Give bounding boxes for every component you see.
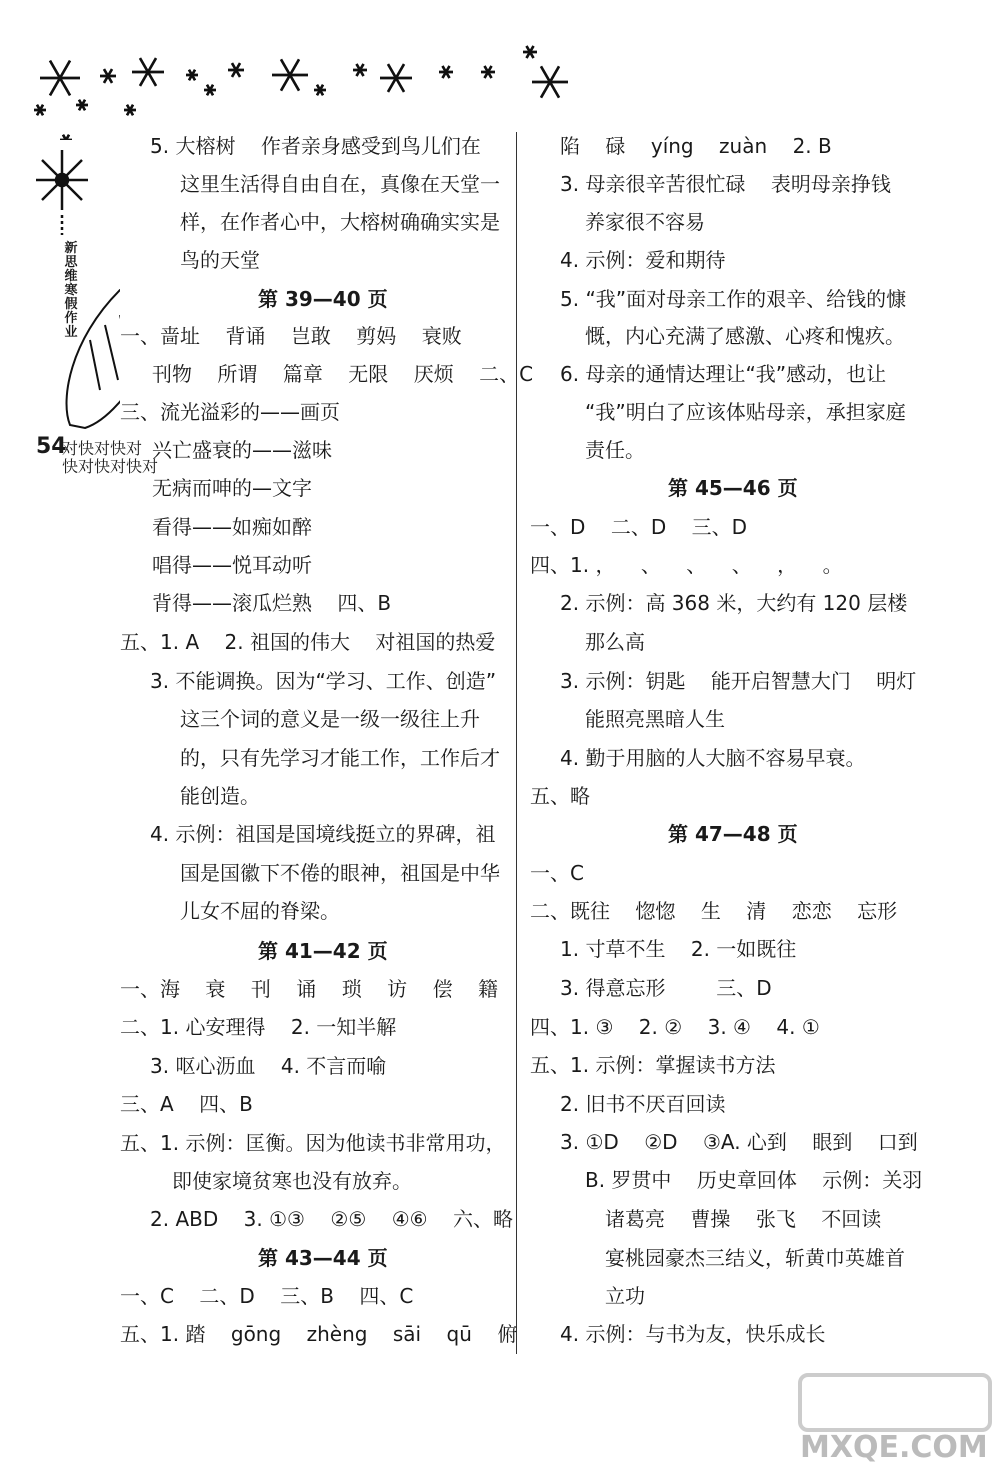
answer-line: 2. ABD 3. ①③ ②⑤ ④⑥ 六、略 (150, 1207, 513, 1231)
answer-line: 四、1. ， 、 、 、 ， 。 (530, 553, 843, 577)
answer-line: 5. “我”面对母亲工作的艰辛、给钱的慷 (560, 287, 907, 311)
answer-line: 2. 旧书不厌百回读 (560, 1092, 726, 1116)
section-heading: 第 47—48 页 (668, 822, 798, 846)
answer-line: 这里生活得自由自在，真像在天堂一 (180, 172, 500, 196)
answer-line: 陷 碌 yíng zuàn 2. B (560, 134, 832, 158)
answer-line: 3. ①D ②D ③A. 心到 眼到 口到 (560, 1130, 918, 1154)
answer-line: 二、既往 惚惚 生 清 恋恋 忘形 (530, 899, 898, 923)
answer-line: 兴亡盛衰的——滋味 (152, 438, 332, 462)
answer-line: 3. 不能调换。因为“学习、工作、创造” (150, 669, 497, 693)
answer-line: 即使家境贫寒也没有放弃。 (172, 1169, 412, 1193)
answer-line: 五、1. 踏 gōng zhèng sāi qū 俯 (120, 1322, 518, 1346)
answer-line: 五、略 (530, 784, 590, 808)
answer-line: 国是国徽下不倦的眼神，祖国是中华 (180, 861, 500, 885)
sidebar-title-char: 维 (64, 269, 78, 284)
answer-line: 看得——如痴如醉 (152, 515, 312, 539)
answer-line: 养家很不容易 (585, 210, 705, 234)
answer-line: 4. 勤于用脑的人大脑不容易早衰。 (560, 746, 866, 770)
section-heading: 第 39—40 页 (258, 287, 388, 311)
page-number: 54 (36, 434, 67, 459)
answer-line: 4. 示例：与书为友，快乐成长 (560, 1322, 826, 1346)
column-divider (516, 132, 517, 1354)
section-heading: 第 41—42 页 (258, 939, 388, 963)
answer-line: 五、1. 示例：掌握读书方法 (530, 1053, 776, 1077)
answer-line: 3. 呕心沥血 4. 不言而喻 (150, 1054, 387, 1078)
sidebar-title-char: 假 (64, 297, 78, 312)
answer-line: 一、C (530, 861, 584, 885)
answer-line: 唱得——悦耳动听 (152, 553, 312, 577)
answer-line: 三、A 四、B (120, 1092, 253, 1116)
section-heading: 第 45—46 页 (668, 476, 798, 500)
answer-line: 鸟的天堂 (180, 248, 260, 272)
answer-line: 的，只有先学习才能工作，工作后才 (180, 746, 500, 770)
answer-line: 二、1. 心安理得 2. 一知半解 (120, 1015, 397, 1039)
answer-line: 2. 示例：高 368 米，大约有 120 层楼 (560, 591, 908, 615)
answer-line: 3. 得意忘形 三、D (560, 976, 772, 1000)
answer-line: 能创造。 (180, 784, 260, 808)
answer-line: 一、D 二、D 三、D (530, 515, 748, 539)
answer-line: 3. 母亲很辛苦很忙碌 表明母亲挣钱 (560, 172, 891, 196)
answer-line: 四、1. ③ 2. ② 3. ④ 4. ① (530, 1015, 820, 1039)
sidebar-title-char: 业 (64, 325, 78, 340)
answer-line: 五、1. 示例：匡衡。因为他读书非常用功， (120, 1131, 506, 1155)
answer-line: 刊物 所谓 篇章 无限 厌烦 二、C (152, 362, 534, 386)
sidebar-slogan-line: 对快对快对 (62, 439, 143, 458)
answer-line: 5. 大榕树 作者亲身感受到鸟儿们在 (150, 134, 481, 158)
answer-line: 三、流光溢彩的——画页 (120, 400, 340, 424)
sidebar-title-char: 思 (64, 255, 78, 270)
answer-line: 3. 示例：钥匙 能开启智慧大门 明灯 (560, 669, 917, 693)
answer-line: 五、1. A 2. 祖国的伟大 对祖国的热爱 (120, 630, 496, 654)
answer-line: 这三个词的意义是一级一级往上升 (180, 707, 480, 731)
answer-line: 责任。 (585, 438, 645, 462)
watermark-text: MXQE.COM (800, 1430, 988, 1465)
answer-line: 那么高 (585, 630, 645, 654)
sidebar-title-char: 作 (64, 311, 78, 326)
answer-line: 一、海 衰 刊 诵 琐 访 偿 籍 (120, 977, 499, 1001)
answer-line: “我”明白了应该体贴母亲，承担家庭 (585, 400, 906, 424)
answer-line: B. 罗贯中 历史章回体 示例：关羽 (585, 1168, 923, 1192)
answer-line: 背得——滚瓜烂熟 四、B (152, 591, 392, 615)
answer-line: 无病而呻的—文字 (152, 476, 312, 500)
answer-line: 宴桃园豪杰三结义，斩黄巾英雄首 (605, 1246, 905, 1270)
answer-line: 4. 示例：祖国是国境线挺立的界碑，祖 (150, 822, 496, 846)
sidebar-title-char: 新 (64, 241, 78, 256)
answer-line: 儿女不屈的脊梁。 (180, 899, 340, 923)
answer-line: 慨，内心充满了感激、心疼和愧疚。 (585, 324, 905, 348)
answer-line: 能照亮黑暗人生 (585, 707, 725, 731)
sidebar-vertical-title (62, 242, 80, 340)
answer-line: 4. 示例：爱和期待 (560, 248, 726, 272)
answer-line: 1. 寸草不生 2. 一如既往 (560, 937, 797, 961)
sidebar-title-char: 寒 (64, 283, 78, 298)
answer-line: 一、啬址 背诵 岂敢 剪妈 衰败 (120, 324, 462, 348)
snowflake-decoration (0, 0, 1000, 140)
answer-line: 样，在作者心中，大榕树确确实实是 (180, 210, 500, 234)
answer-line: 一、C 二、D 三、B 四、C (120, 1284, 414, 1308)
answer-line: 立功 (605, 1284, 645, 1308)
answer-line: 6. 母亲的通情达理让“我”感动，也让 (560, 362, 887, 386)
answer-line: 诸葛亮 曹操 张飞 不回读 (605, 1207, 882, 1231)
sidebar-slogan-line: 快对快对快对 (62, 457, 159, 476)
section-heading: 第 43—44 页 (258, 1246, 388, 1270)
